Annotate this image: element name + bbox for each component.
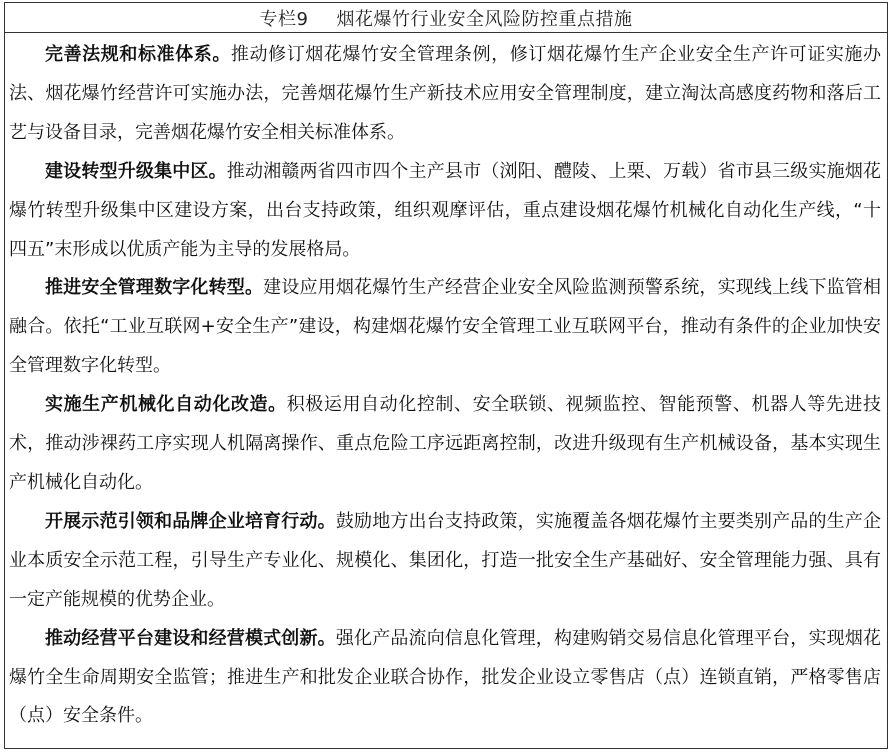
panel-body <box>5 36 887 736</box>
measure-heading: 建设转型升级集中区。 <box>45 160 227 182</box>
measure-paragraph-business-platform <box>9 620 881 737</box>
measure-heading: 开展示范引领和品牌企业培育行动。 <box>45 510 336 532</box>
measure-heading: 推动经营平台建设和经营模式创新。 <box>45 627 336 649</box>
measure-paragraph-automation <box>9 386 881 503</box>
measure-paragraph-upgrade-zones <box>9 153 881 270</box>
measure-text: 强化产品流向信息化管理，构建购销交易信息化管理平台，实现烟花爆竹全生命周期安全监管；推进生产和批发企业联合协作，批发企业设立零售店（点）连锁直销，严格零售店（点）安全条件。 <box>9 627 881 727</box>
measure-paragraph-digital-transformation <box>9 269 881 386</box>
panel-title-bar <box>5 3 887 33</box>
measure-heading: 完善法规和标准体系。 <box>45 44 231 65</box>
measure-heading: 实施生产机械化自动化改造。 <box>45 394 287 416</box>
measure-text: 推动修订烟花爆竹安全管理条例，修订烟花爆竹生产企业安全生产许可证实施办法、烟花爆竹经营许可实施办法，完善烟花爆竹生产新技术应用安全管理制度，建立淘汰高感度药物和落后工艺与设备目录，完善烟花爆竹安全相关标准体系。 <box>9 44 882 143</box>
feature-column-panel <box>4 2 888 749</box>
measure-text: 积极运用自动化控制、安全联锁、视频监控、智能预警、机器人等先进技术，推动涉裸药工序实现人机隔离操作、重点危险工序远距离控制，改进升级现有生产机械设备，基本实现生产机械化自动化。 <box>9 394 882 493</box>
panel-title: 烟花爆竹行业安全风险防控重点措施 <box>336 8 633 30</box>
measure-text: 建设应用烟花爆竹生产经营企业安全风险监测预警系统，实现线上线下监管相融合。依托“工业互联网+安全生产”建设，构建烟花爆竹安全管理工业互联网平台，推动有条件的企业加快安全管理数字化转型。 <box>9 277 882 377</box>
measure-text: 鼓励地方出台支持政策，实施覆盖各烟花爆竹主要类别产品的生产企业本质安全示范工程，引导生产专业化、规模化、集团化，打造一批安全生产基础好、安全管理能力强、具有一定产能规模的优势企业。 <box>9 510 881 610</box>
measure-paragraph-regulations <box>9 36 881 153</box>
column-label: 专栏9 <box>259 8 309 30</box>
measure-text: 推动湘赣两省四市四个主产县市（浏阳、醴陵、上栗、万载）省市县三级实施烟花爆竹转型升级集中区建设方案，出台支持政策，组织观摩评估，重点建设烟花爆竹机械化自动化生产线，“十四五”末形成以优质产能为主导的发展格局。 <box>9 160 881 260</box>
measure-heading: 推进安全管理数字化转型。 <box>45 277 264 299</box>
measure-paragraph-demonstration <box>9 503 881 620</box>
